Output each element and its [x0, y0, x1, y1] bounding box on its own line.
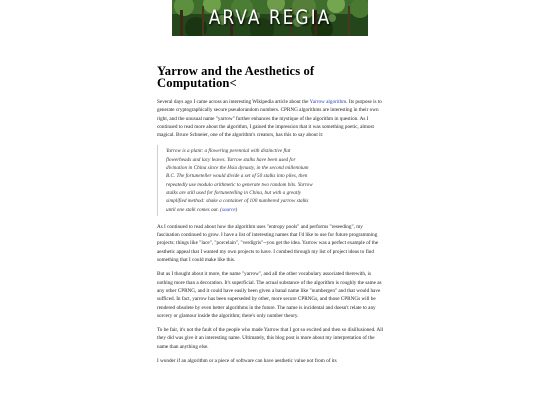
yarrow-algorithm-link[interactable]: Yarrow algorithm	[309, 99, 347, 105]
article	[157, 65, 385, 371]
paragraph-2: As I continued to read about how the algorithm uses "entropy pools" and performs "reseeding", my fascination continued to grow. I have a list of interesting names that I'd like to use for future programming projects: things like "lace", "porcelain", "verdigris"--you get the idea. Yarrow was a perfect example of the aesthetic appeal that I wanted my own projects to have. I combed through my list of project ideas to find something that I could make like this.	[157, 223, 379, 264]
site-banner[interactable]	[172, 0, 368, 36]
paragraph-intro	[157, 98, 385, 139]
paragraph-4: To be fair, it's not the fault of the people who made Yarrow that I got so excited and then so disillusioned. All they did was give it an interesting name. Ultimately, this blog post is more about my interpretation of the name than anything else.	[157, 327, 384, 350]
source-link[interactable]: source	[221, 206, 236, 213]
post-title: Yarrow and the Aesthetics of Computation<	[157, 64, 315, 90]
paragraph-intro-text-end: . Its purpose is to generate cryptographically secure pseudorandom numbers. CPRNG algorithms are interesting in their own right, and the unusual name "yarrow" further enhances the mystique of the algorithm in question. As I continued to read more about the algorithm, I gained the impression that it was something poetic, almost magical. Bruce Schneier, one of the algorithm's creators, has this to say about it:	[157, 99, 382, 139]
paragraph-5: I wonder if an algorithm or a piece of software can have aesthetic value not from of its	[157, 358, 337, 365]
quote-text: Yarrow is a plant: a flowering perennial with distinctive flat flowerheads and lacy leaves. Yarrow stalks have been used for divination in China since the Hsia dynasty, in the second millennium B.C. The fortuneteller would divide a set of 50 stalks into piles, then repeatedly use modulo arithmetic to generate two random bits. Yarrow stalks are still used for fortunetelling in China, but with a greatly simplified method: shake a container of 100 numbered yarrow stalks until one stalk comes out. (	[166, 148, 313, 213]
schneier-quote	[157, 145, 316, 215]
paragraph-3: But as I thought about it more, the name "yarrow", and all the other vocabulary associated therewith, is nothing more than a decoration. It's superficial. The actual substance of the algorithm is roughly the same as any other CPRNG, and it could have easily been given a banal name like "numbergen" and that would have sufficed. In fact, yarrow has been superseded by other, more secure CPRNGs, and those CPRNGs will be rendered obsolete by even better algorithms in the future. The name is incidental and doesn't relate to any sorcery or glamour inside the algorithm; there's only number theory.	[157, 271, 382, 319]
paragraph-intro-text: Several days ago I came across an interesting Wikipedia article about the	[157, 99, 310, 105]
site-title: ARVA REGIA	[208, 6, 332, 30]
quote-close: )	[235, 206, 238, 213]
